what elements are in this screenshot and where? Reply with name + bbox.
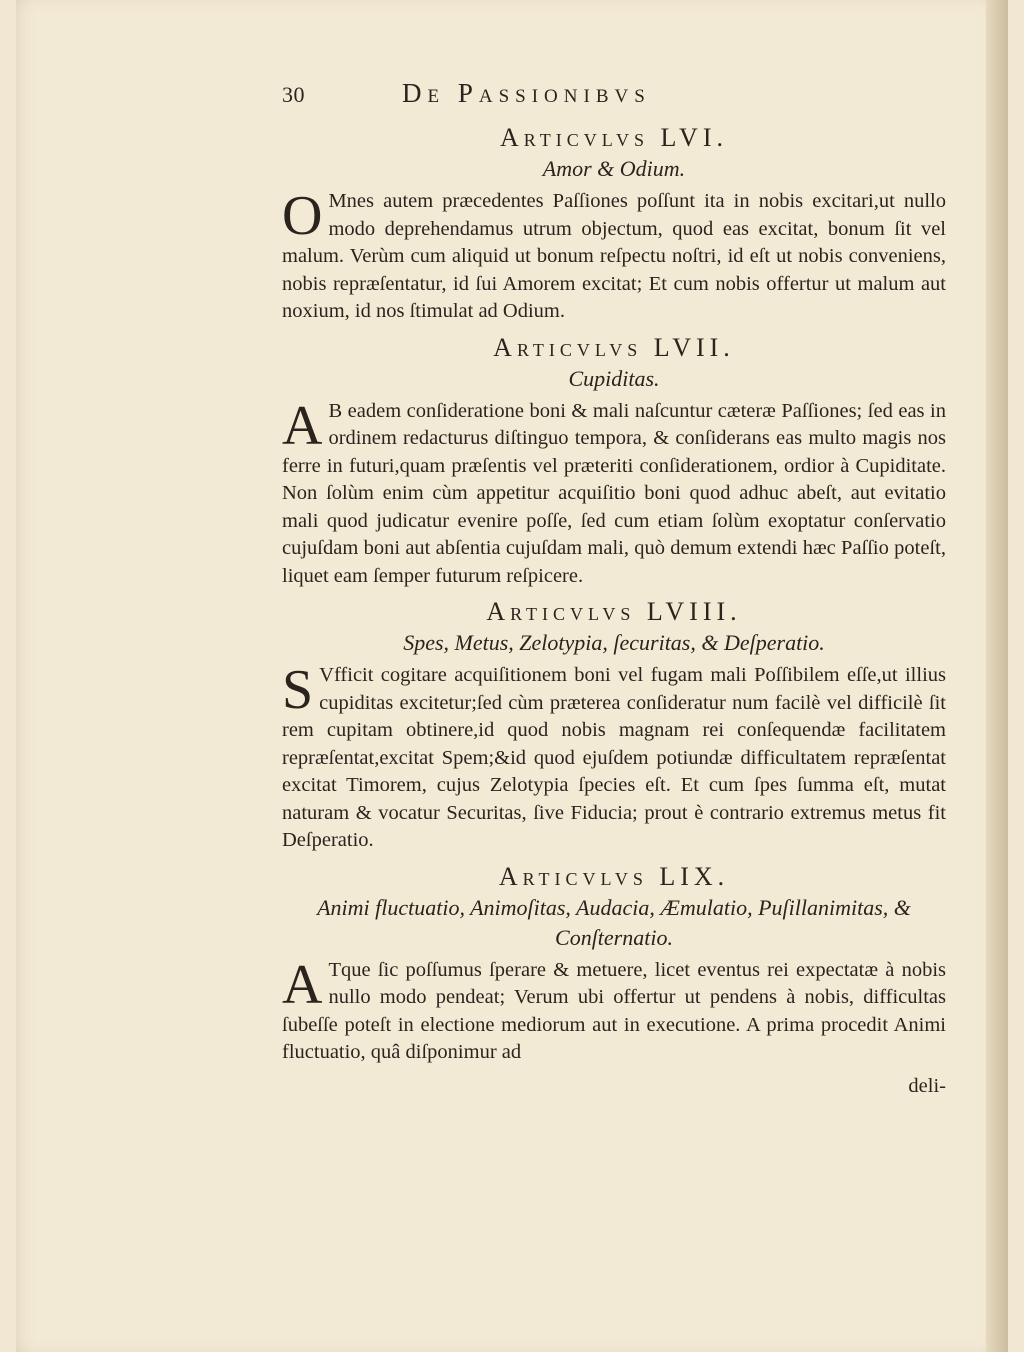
paragraph-text: B eadem conſideratione boni & mali naſcuntur cæteræ Paſſiones; ſed eas in ordinem redacturus diſtinguo tempora, & conſiderans eas multo magis nos ferre in futuri,quam præſentis vel præteriti conſiderationem, ordior à Cupiditate. Non ſolùm enim cùm appetitur acquiſitio boni quod adhuc abeſt, aut evitatio mali quod judicatur evenire poſſe, ſed cum etiam ſolùm exoptatur conſervatio cujuſdam boni aut abſentia cujuſdam mali, quò demum extendi hæc Paſſio poteſt, liquet eam ſemper futurum reſpicere.	[282, 399, 946, 587]
running-head	[282, 78, 946, 118]
catchword: deli-	[908, 1074, 946, 1097]
text-block	[282, 78, 946, 1100]
article-heading: Articvlvs LVI.	[500, 123, 728, 152]
article-subtitle: Animi fluctuatio, Animoſitas, Audacia, Æmulatio, Puſillanimitas, & Conſternatio.	[317, 894, 911, 950]
page-edge	[986, 0, 1008, 1352]
book-page	[16, 0, 1008, 1352]
article-59	[282, 861, 946, 1067]
drop-initial: O	[282, 185, 323, 247]
drop-initial: S	[282, 659, 314, 721]
article-paragraph	[282, 953, 946, 1067]
page-number: 30	[282, 82, 305, 107]
article-heading: Articvlvs LVIII.	[486, 597, 742, 626]
drop-initial: A	[282, 394, 323, 457]
article-subtitle: Spes, Metus, Zelotypia, ſecuritas, & Deſperatio.	[403, 630, 825, 655]
article-paragraph	[282, 185, 946, 326]
running-title: De Passionibvs	[402, 78, 651, 108]
article-58	[282, 596, 946, 855]
paragraph-text: Vfficit cogitare acquiſitionem boni vel fugam mali Poſſibilem eſſe,ut illius cupiditas excitetur;ſed cùm prætereа conſideratur num facilè vel difficilè ſit rem cupitam obtinere,id quod nobis magnam rei conſequendæ facilitatem repræſentat,excitat Spem;&id quod ejuſdem potiundæ difficultatem repræſentat excitat Timorem, cujus Zelotypia ſpecies eſt. Et cum ſpes ſumma eſt, mutat naturam & vocatur Securitas, ſive Fiducia; prout è contrario extremus metus fit Deſperatio.	[282, 664, 946, 851]
article-heading: Articvlvs LVII.	[493, 332, 735, 362]
paragraph-text: Mnes autem præcedentes Paſſiones poſſunt ita in nobis excitari,ut nullo modo deprehendamus utrum objectum, quod eas excitat, bonum ſit vel malum. Verùm cum aliquid ut bonum reſpectu noſtri, id eſt ut nobis conveniens, nobis repræſentatur, id ſui Amorem excitat; Et cum nobis offertur ut malum aut noxium, id nos ſtimulat ad Odium.	[282, 190, 946, 322]
article-subtitle: Amor & Odium.	[542, 156, 686, 181]
article-56	[282, 122, 946, 326]
article-heading: Articvlvs LIX.	[498, 861, 730, 891]
article-paragraph	[282, 659, 946, 855]
article-paragraph	[282, 394, 946, 591]
drop-initial: A	[282, 953, 323, 1016]
article-57	[282, 332, 946, 591]
article-subtitle: Cupiditas.	[568, 365, 660, 391]
paragraph-text: Tque ſic poſſumus ſperare & metuere, licet eventus rei expectatæ à nobis nullo modo pendeat; Verum ubi offertur ut pendens à nobis, difficultas ſubeſſe poteſt in electione mediorum aut in executione. A prima procedit Animi fluctuatio, quâ diſponimur ad	[282, 958, 946, 1063]
